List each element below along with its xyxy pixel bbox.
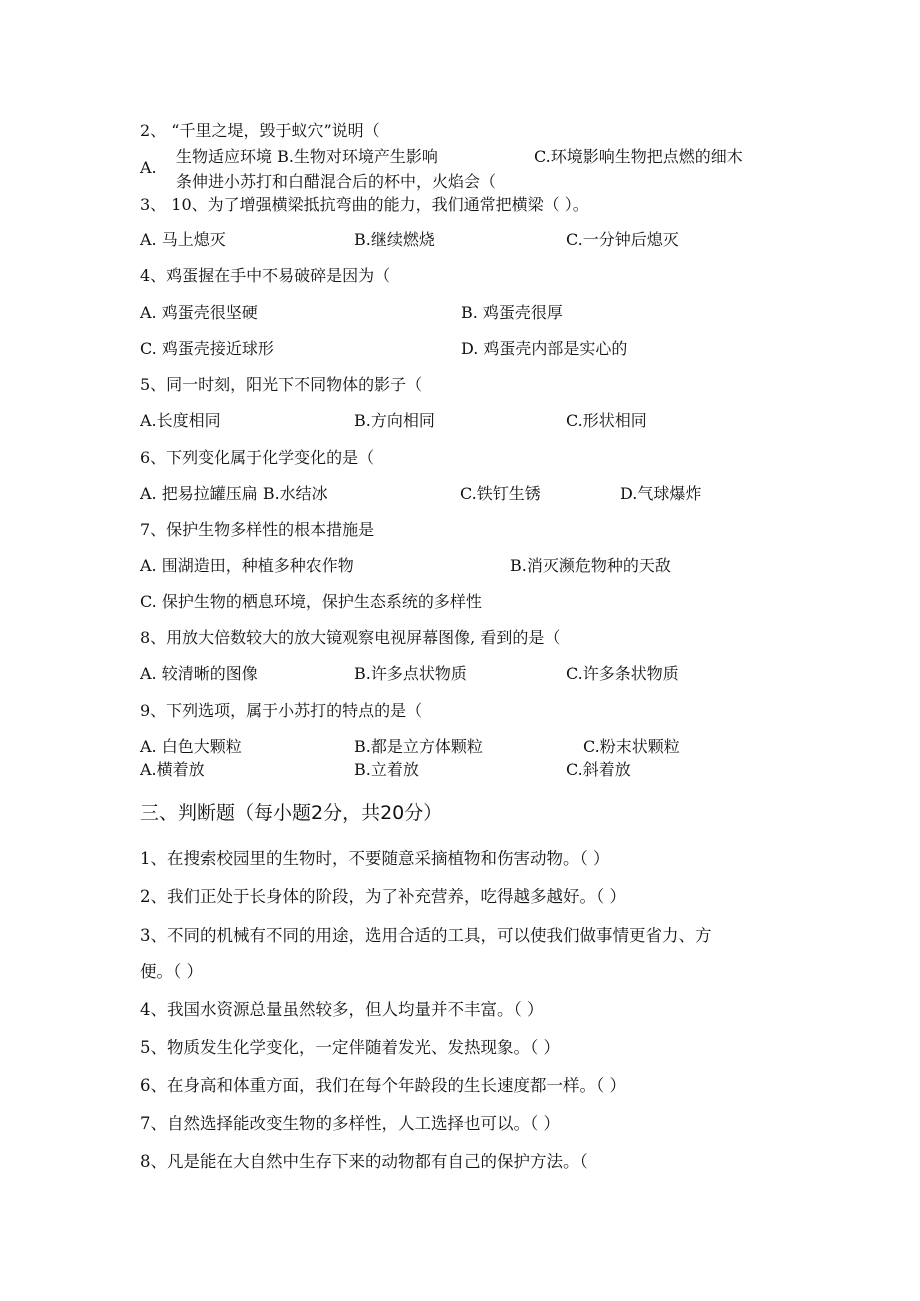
q7-option-b: B.消灭濒危物种的天敌 [510,556,671,575]
q7-stem: 7、保护生物多样性的根本措施是 [140,520,375,539]
q5-stem: 5、同一时刻，阳光下不同物体的影子（ [140,375,423,394]
q6-option-a-b: A. 把易拉罐压扁 B.水结冰 [140,484,328,503]
q4-option-c: C. 鸡蛋壳接近球形 [140,339,274,358]
q7-option-c: C. 保护生物的栖息环境，保护生态系统的多样性 [140,592,482,611]
q5-option-b: B.方向相同 [354,411,435,430]
q7-option-a: A. 围湖造田，种植多种农作物 [140,556,354,575]
q2-option-a-b: 生物适应环境 B.生物对环境产生影响 [176,147,438,166]
tf-question-8: 8、凡是能在大自然中生存下来的动物都有自己的保护方法。（ [140,1152,588,1171]
q3-option-c: C.一分钟后熄灭 [566,230,679,249]
tf-question-4: 4、我国水资源总量虽然较多，但人均量并不丰富。（ ） [140,1000,544,1019]
section-heading: 三、判断题（每小题2分，共20分） [140,802,443,824]
tf-question-2: 2、我们正处于长身体的阶段，为了补充营养，吃得越多越好。（ ） [140,887,626,906]
q9-option-c: C.粉末状颗粒 [583,737,680,756]
q3-option-b: B.继续燃烧 [354,230,435,249]
q4-option-d: D. 鸡蛋壳内部是实心的 [461,339,628,358]
q6-stem: 6、下列变化属于化学变化的是（ [140,448,375,467]
q8-option-b: B.许多点状物质 [354,664,467,683]
q6-option-d: D.气球爆炸 [620,484,702,503]
q8-option-c: C.许多条状物质 [566,664,679,683]
tf-question-1: 1、在搜索校园里的生物时，不要随意采摘植物和伤害动物。（ ） [140,849,610,868]
q5-option-a: A.长度相同 [140,411,221,430]
q4-option-b: B. 鸡蛋壳很厚 [461,303,563,322]
q10-option-c: C.斜着放 [566,760,631,779]
tf-question-6: 6、在身高和体重方面，我们在每个年龄段的生长速度都一样。（ ） [140,1076,626,1095]
q4-option-a: A. 鸡蛋壳很坚硬 [140,303,258,322]
q8-stem: 8、用放大倍数较大的放大镜观察电视屏幕图像, 看到的是（ [140,628,561,647]
q2-option-c: C.环境影响生物把点燃的细木 [534,147,743,166]
q9-option-b: B.都是立方体颗粒 [354,737,483,756]
q6-option-c: C.铁钉生锈 [460,484,541,503]
q5-option-c: C.形状相同 [566,411,647,430]
q9-option-a: A. 白色大颗粒 [140,737,242,756]
q2-option-a-letter: A. [140,158,157,177]
q2-stem: 2、 “千里之堤，毁于蚁穴”说明（ [140,121,380,140]
tf-question-3: 3、不同的机械有不同的用途，选用合适的工具，可以使我们做事情更省力、方 [140,926,712,945]
tf-question-7: 7、自然选择能改变生物的多样性，人工选择也可以。（ ） [140,1114,560,1133]
q3-option-a: A. 马上熄灭 [140,230,226,249]
tf-question-3-cont: 便。（ ） [140,962,203,981]
q3-stem: 3、 10、为了增强横梁抵抗弯曲的能力，我们通常把横梁（ ）。 [140,195,589,214]
q8-option-a: A. 较清晰的图像 [140,664,258,683]
q4-stem: 4、鸡蛋握在手中不易破碎是因为（ [140,266,391,285]
tf-question-5: 5、物质发生化学变化，一定伴随着发光、发热现象。（ ） [140,1038,560,1057]
q10-option-b: B.立着放 [354,760,419,779]
q9-stem: 9、下列选项，属于小苏打的特点的是（ [140,701,423,720]
q10-option-a: A.横着放 [140,760,205,779]
q2-option-a-line2: 条伸进小苏打和白醋混合后的杯中，火焰会（ [176,172,497,191]
